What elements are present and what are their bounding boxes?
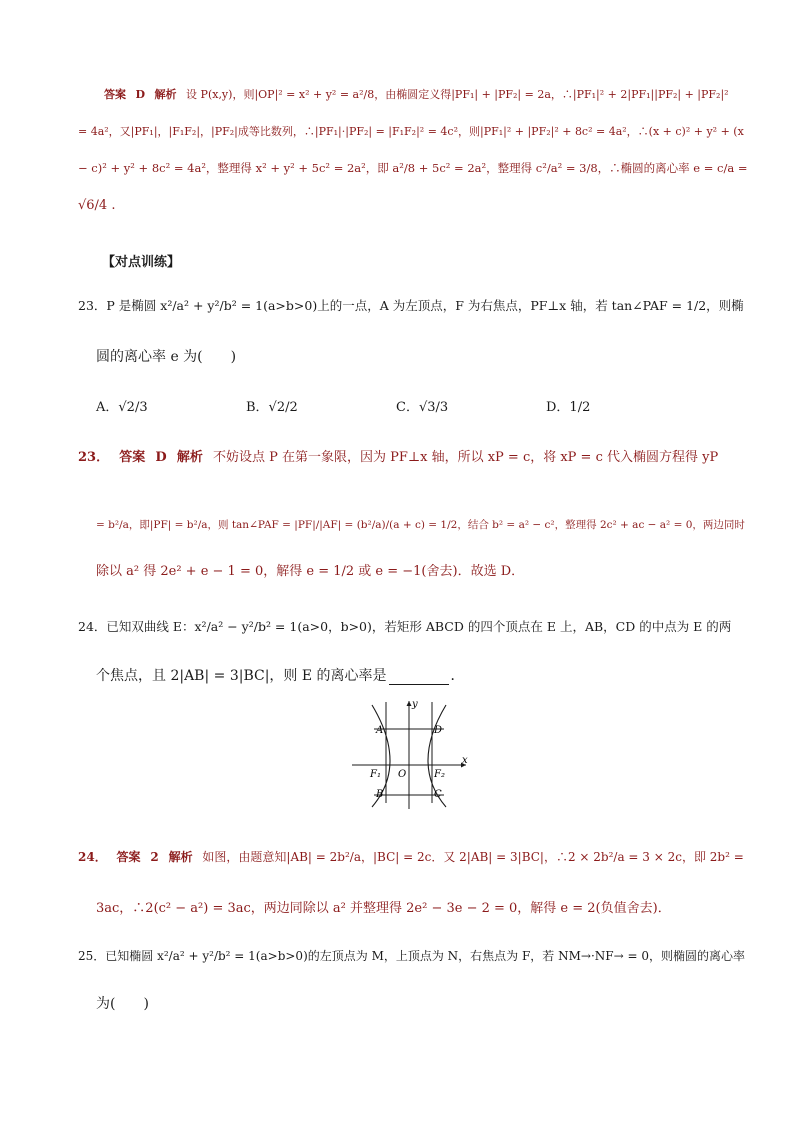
answer-blank[interactable]: [389, 684, 449, 685]
q23-option-d[interactable]: D．1/2: [546, 400, 591, 415]
sol23-line2: = b²/a，即|PF| = b²/a，则 tan∠PAF = |PF|/|AF| = (b²/a)/(a + c) = 1/2，结合 b² = a² − c²，整理得 2c² + ac − a² = 0，两边同时: [96, 519, 745, 531]
q25-line2: 为( ): [96, 996, 149, 1012]
sol24-line2: 3ac，∴2(c² − a²) = 3ac，两边同除以 a² 并整理得 2e² − 3e − 2 = 0，解得 e = 2(负值舍去)．: [96, 901, 671, 916]
analysis-label: 解析: [154, 88, 177, 101]
sol22-line1: [104, 86, 729, 102]
label-d: D: [434, 725, 443, 736]
sol23-line3: 除以 a² 得 2e² + e − 1 = 0，解得 e = 1/2 或 e = −1(舍去)．故选 D．: [96, 564, 525, 579]
q23-option-b[interactable]: B．√2/2: [246, 400, 298, 415]
label-c: C: [434, 789, 442, 800]
q25-text-1: 已知椭圆 x²/a² + y²/b² = 1(a>b>0)的左顶点为 M，上顶点为 N，右焦点为 F，若 NM→·NF→ = 0，则椭圆的离心率: [105, 949, 745, 963]
sol23-answer: D: [155, 450, 167, 465]
q25-line1: [78, 947, 745, 964]
section-title: 【对点训练】: [102, 255, 181, 270]
label-b: B: [376, 789, 384, 800]
sol24-line1: [78, 848, 744, 865]
q23-text-1: P 是椭圆 x²/a² + y²/b² = 1(a>b>0)上的一点，A 为左顶点，F 为右焦点，PF⊥x 轴，若 tan∠PAF = 1/2，则椭: [106, 298, 744, 313]
label-a: A: [376, 725, 384, 736]
label-f2: F₂: [434, 769, 445, 780]
sol22-line4: √6/4 .: [78, 198, 116, 213]
sol22-line2: = 4a²，又|PF₁|，|F₁F₂|，|PF₂|成等比数列，∴|PF₁|·|PF₂| = |F₁F₂|² = 4c²，则|PF₁|² + |PF₂|² + 8c² = 4a²，∴(x + c)² + y² + (x: [78, 125, 744, 138]
label-x-axis: x: [462, 755, 468, 766]
q24-line2: [96, 665, 465, 685]
answer-label: 答案: [104, 88, 126, 101]
q23-line1: [78, 296, 744, 314]
analysis-label: 解析: [168, 850, 193, 864]
q24-text-2: 个焦点，且 2|AB| = 3|BC|，则 E 的离心率是: [96, 668, 387, 684]
label-f1: F₁: [370, 769, 381, 780]
sol22-text-1: 设 P(x,y)，则|OP|² = x² + y² = a²/8，由椭圆定义得|PF₁| + |PF₂| = 2a，∴|PF₁|² + 2|PF₁||PF₂| + |PF₂|²: [186, 88, 729, 101]
q24-text-1: 已知双曲线 E：x²/a² − y²/b² = 1(a>0，b>0)，若矩形 ABCD 的四个顶点在 E 上，AB，CD 的中点为 E 的两: [106, 619, 732, 634]
hyperbola-figure: [344, 697, 474, 812]
y-axis-arrow: [407, 701, 412, 706]
sol23-number: 23．: [78, 450, 110, 465]
q25-number: 25．: [78, 949, 106, 963]
q24-number: 24．: [78, 619, 107, 634]
sol24-text-1: 如图，由题意知|AB| = 2b²/a，|BC| = 2c．又 2|AB| = 3|BC|，∴2 × 2b²/a = 3 × 2c，即 2b² =: [202, 850, 744, 864]
sol22-line3: − c)² + y² + 8c² = 4a²，整理得 x² + y² + 5c² = 2a²，即 a²/8 + 5c² = 2a²，整理得 c²/a² = 3/8，∴椭圆的离心率 e = c/a =: [78, 161, 748, 175]
sol23-text-1: 不妨设点 P 在第一象限，因为 PF⊥x 轴，所以 xP = c，将 xP = c 代入椭圆方程得 yP: [212, 450, 719, 465]
sol24-answer: 2: [150, 850, 159, 864]
q23-number: 23．: [78, 298, 107, 313]
q23-option-c[interactable]: C．√3/3: [396, 400, 449, 415]
q23-line2: 圆的离心率 e 为( ): [96, 349, 237, 365]
analysis-label: 解析: [176, 450, 203, 465]
q23-option-a[interactable]: A．√2/3: [96, 400, 148, 415]
sol23-line1: [78, 446, 718, 465]
q24-text-2-end: ．: [450, 668, 465, 684]
label-origin: O: [398, 769, 407, 780]
sol24-number: 24．: [78, 850, 107, 864]
label-y-axis: y: [412, 699, 418, 710]
answer-label: 答案: [119, 450, 146, 465]
answer-label: 答案: [116, 850, 141, 864]
q24-line1: [78, 617, 731, 635]
sol22-answer: D: [135, 88, 146, 101]
